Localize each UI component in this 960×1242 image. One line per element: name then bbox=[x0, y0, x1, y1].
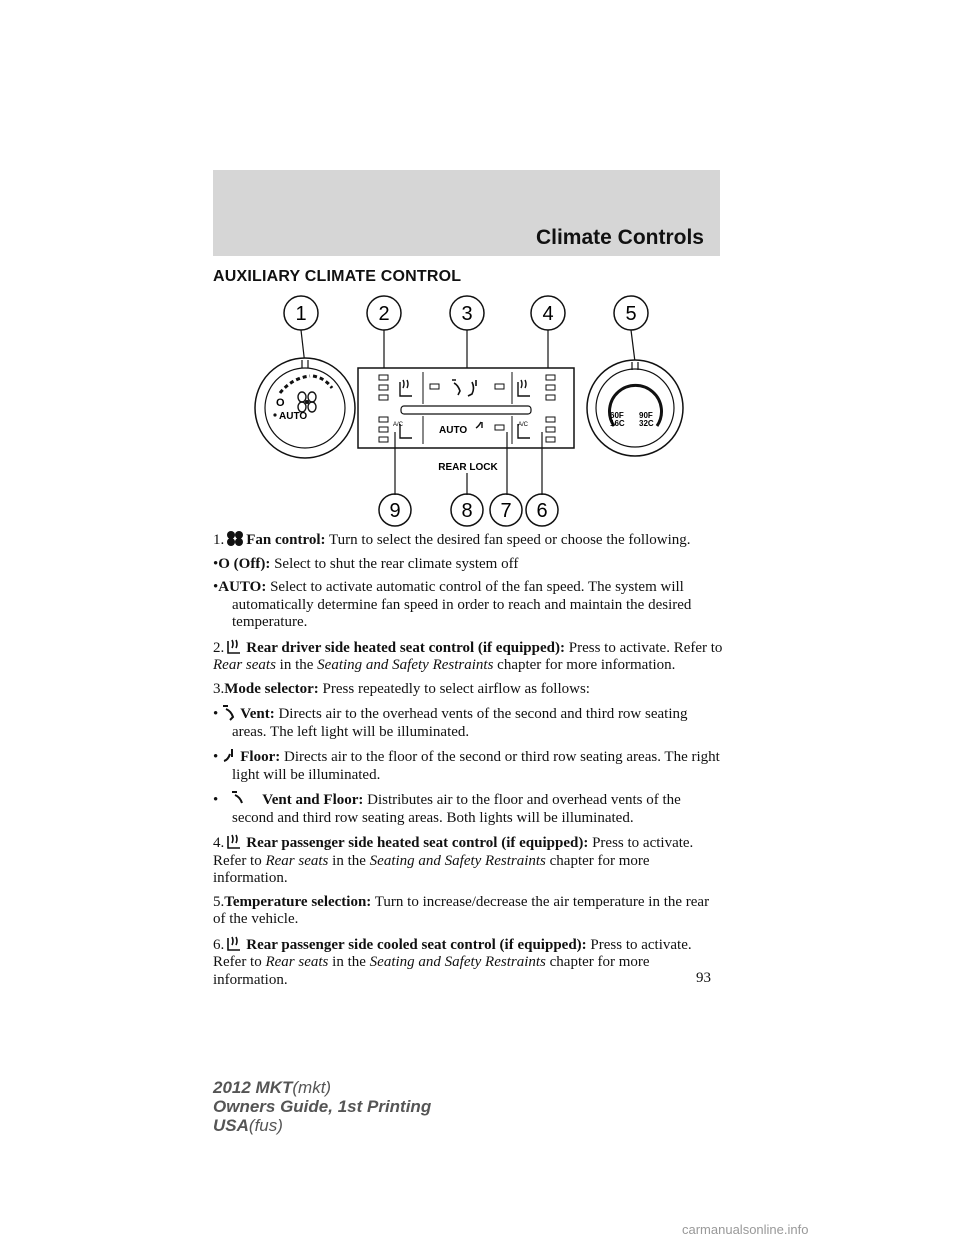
svg-text:1: 1 bbox=[295, 303, 307, 325]
item-1: 1. Fan control: Turn to select the desired fan speed or choose the following. bbox=[213, 532, 691, 548]
item-2: 2. Rear driver side heated seat control (if equipped): Press to activate. Refer to Rear seats in the Seating and Safety Restraints chapter for more information. bbox=[213, 639, 723, 673]
item-6: 6. Rear passenger side cooled seat control (if equipped): Press to activate. Refer to Rear seats in the Seating and Safety Restraints chapter for more information. bbox=[213, 936, 692, 988]
rear-lock-label: REAR LOCK bbox=[438, 462, 498, 473]
svg-text:3: 3 bbox=[461, 303, 473, 325]
svg-text:8: 8 bbox=[461, 500, 473, 522]
callout-1 bbox=[284, 296, 318, 330]
svg-text:16C: 16C bbox=[610, 419, 625, 428]
svg-text:A/C: A/C bbox=[518, 422, 529, 428]
cooled-seat-icon bbox=[224, 935, 246, 952]
svg-text:AUTO: AUTO bbox=[439, 425, 468, 436]
svg-text:90F: 90F bbox=[639, 411, 653, 420]
vent-icon bbox=[218, 704, 240, 721]
svg-text:O: O bbox=[276, 397, 285, 409]
item-4: 4. Rear passenger side heated seat control (if equipped): Press to activate. Refer to Rear seats in the Seating and Safety Restraints chapter for more information. bbox=[213, 835, 694, 886]
footer: 2012 MKT(mkt) Owners Guide, 1st Printing USA(fus) bbox=[213, 1078, 432, 1135]
heated-seat-icon bbox=[224, 833, 246, 850]
callout-5 bbox=[614, 296, 648, 330]
mode-floor: • Floor: Directs air to the floor of the second or third row seating areas. The right light will be illuminated. bbox=[213, 749, 720, 783]
item-5: 5.Temperature selection: Turn to increase/decrease the air temperature in the rear of the vehicle. bbox=[213, 893, 710, 927]
heated-seat-icon bbox=[224, 638, 246, 655]
svg-text:2: 2 bbox=[378, 303, 390, 325]
section-heading: AUXILIARY CLIMATE CONTROL bbox=[213, 268, 462, 285]
svg-text:9: 9 bbox=[389, 500, 401, 522]
svg-text:5: 5 bbox=[625, 303, 637, 325]
bullet-auto: •AUTO: Select to activate automatic control of the fan speed. The system will automatically determine fan speed in order to reach and maintain the desired temperature. bbox=[213, 579, 692, 630]
callout-8 bbox=[451, 494, 483, 526]
floor-icon bbox=[218, 747, 240, 764]
mode-vent: • Vent: Directs air to the overhead vents of the second and third row seating areas. The left light will be illuminated. bbox=[213, 706, 688, 740]
bullet-off: •O (Off): Select to shut the rear climate system off bbox=[213, 555, 519, 572]
callout-6 bbox=[526, 494, 558, 526]
svg-text:60F: 60F bbox=[610, 411, 624, 420]
svg-text:AUTO: AUTO bbox=[279, 411, 308, 422]
chapter-title: Climate Controls bbox=[535, 226, 704, 249]
callout-7 bbox=[490, 494, 522, 526]
body-text bbox=[213, 530, 723, 995]
fan-icon bbox=[224, 530, 246, 547]
temperature-knob bbox=[587, 360, 683, 456]
mode-vent-floor: • Vent and Floor: Distributes air to the floor and overhead vents of the second and third row seating areas. Both lights will be illuminated. bbox=[213, 792, 681, 826]
page-number: 93 bbox=[696, 970, 711, 986]
vent-floor-icon bbox=[218, 790, 262, 807]
svg-text:6: 6 bbox=[536, 500, 548, 522]
chapter-header-band bbox=[213, 170, 720, 256]
item-3: 3.Mode selector: Press repeatedly to select airflow as follows: bbox=[213, 680, 590, 697]
svg-text:7: 7 bbox=[500, 500, 512, 522]
callout-9 bbox=[379, 494, 411, 526]
callout-2 bbox=[367, 296, 401, 330]
svg-text:32C: 32C bbox=[639, 419, 654, 428]
fan-control-knob bbox=[255, 358, 355, 458]
climate-control-diagram bbox=[250, 292, 690, 528]
callout-4 bbox=[531, 296, 565, 330]
watermark: carmanualsonline.info bbox=[682, 1222, 809, 1237]
svg-text:4: 4 bbox=[542, 303, 554, 325]
callout-3 bbox=[450, 296, 484, 330]
svg-text:A/C: A/C bbox=[393, 422, 404, 428]
